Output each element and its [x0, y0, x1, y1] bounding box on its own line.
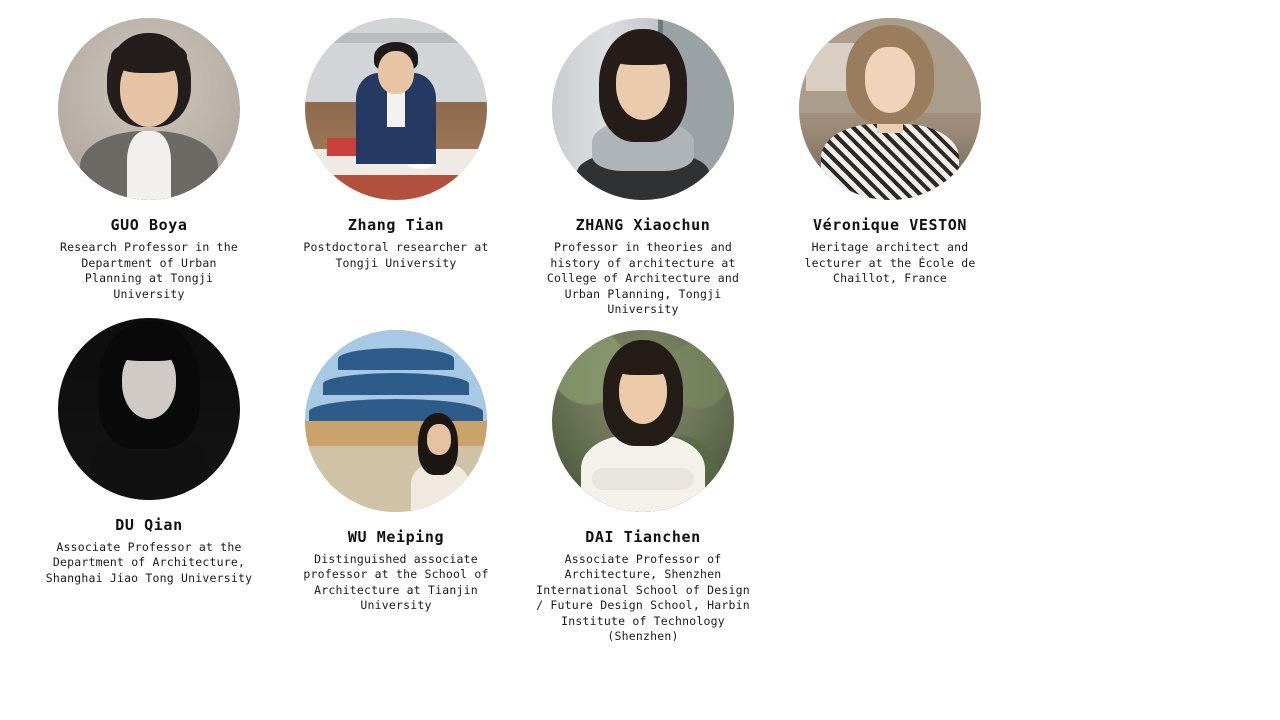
speaker-role: Research Professor in the Department of Urban Planning at Tongji University: [59, 240, 239, 301]
speaker-card-guo-boya[interactable]: [28, 18, 270, 318]
speaker-role: Postdoctoral researcher at Tongji University: [303, 240, 489, 270]
portrait-photo-icon: [799, 18, 981, 200]
speaker-name: DU Qian: [115, 515, 183, 534]
speaker-name: WU Meiping: [347, 527, 445, 546]
portrait-photo-icon: [552, 18, 734, 200]
speaker-card-dai-tianchen[interactable]: [522, 330, 764, 645]
speaker-card-wu-meiping[interactable]: [275, 330, 517, 645]
avatar: [58, 318, 240, 500]
speaker-name: Véronique VESTON: [812, 216, 968, 234]
speaker-name: Zhang Tian: [347, 216, 445, 234]
avatar: [552, 330, 734, 512]
speaker-name: DAI Tianchen: [585, 527, 701, 546]
portrait-photo-icon: [305, 18, 487, 200]
speaker-role: Distinguished associate professor at the School of Architecture at Tianjin University: [303, 551, 489, 613]
speaker-card-zhang-xiaochun[interactable]: [522, 18, 764, 318]
portrait-photo-icon: [58, 18, 240, 200]
avatar: [305, 330, 487, 512]
avatar: [552, 18, 734, 200]
speaker-card-du-qian[interactable]: [28, 318, 270, 645]
portrait-photo-icon: [552, 330, 734, 512]
portrait-photo-icon: [58, 318, 240, 500]
speaker-card-veronique-veston[interactable]: [769, 18, 1011, 318]
avatar: [799, 18, 981, 200]
speaker-role: Heritage architect and lecturer at the École de Chaillot, France: [804, 240, 976, 286]
speaker-name: GUO Boya: [110, 216, 188, 234]
speakers-grid: [28, 18, 1260, 645]
portrait-photo-icon: [305, 330, 487, 512]
speaker-role: Professor in theories and history of architecture at College of Architecture and Urban Planning, Tongji University: [546, 240, 740, 317]
avatar: [58, 18, 240, 200]
speaker-role: Associate Professor of Architecture, Shenzhen International School of Design / Future Design School, Harbin Institute of Technology (Shenzhen): [536, 551, 750, 644]
speaker-card-zhang-tian[interactable]: [275, 18, 517, 318]
speaker-name: ZHANG Xiaochun: [575, 216, 711, 234]
speaker-role: Associate Professor at the Department of Architecture, Shanghai Jiao Tong University: [45, 539, 253, 585]
avatar: [305, 18, 487, 200]
